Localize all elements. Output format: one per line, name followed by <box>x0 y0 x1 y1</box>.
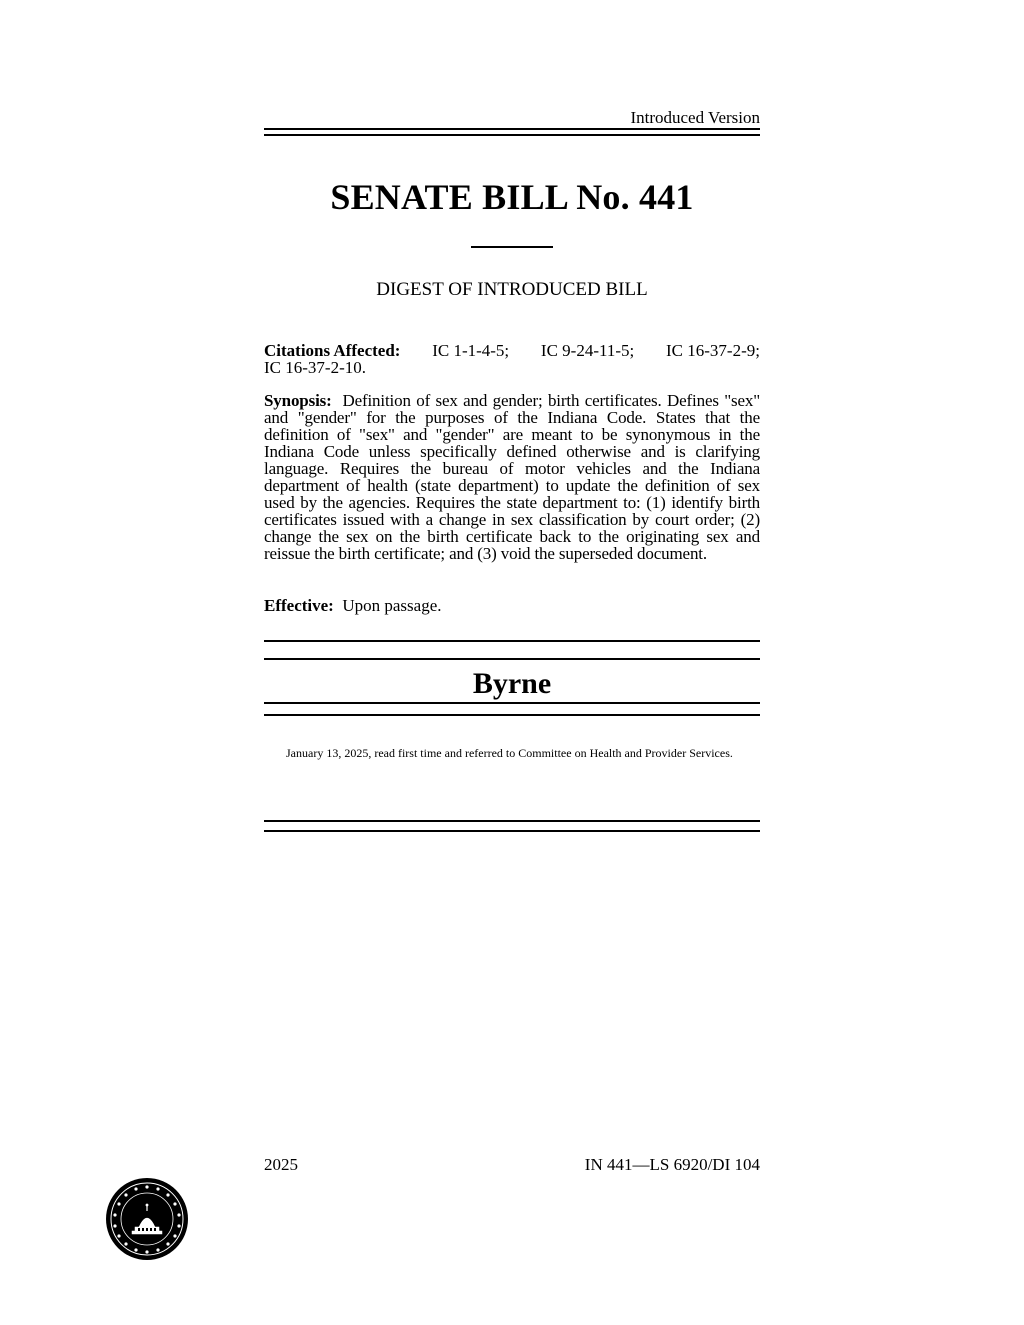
citations-affected <box>264 342 760 376</box>
citation-item: IC 1-1-4-5; <box>432 341 510 360</box>
effective-label: Effective: <box>264 596 334 615</box>
effective-text: Upon passage. <box>342 596 442 615</box>
sponsor-name: Byrne <box>472 667 552 700</box>
version-label: Introduced Version <box>630 108 760 127</box>
page-footer <box>264 1155 760 1175</box>
citations-label: Citations Affected: <box>264 341 401 360</box>
header-rule-top <box>264 128 760 130</box>
indiana-state-seal-icon <box>105 1177 189 1261</box>
effective-date <box>264 597 760 614</box>
sponsor-rule-2 <box>264 658 760 660</box>
sponsor-rule-1 <box>264 640 760 642</box>
citation-item: IC 16-37-2-10. <box>264 358 366 377</box>
synopsis <box>264 392 760 562</box>
sponsor-rule-3 <box>264 702 760 704</box>
sponsor-rule-4 <box>264 714 760 716</box>
citation-item: IC 9-24-11-5; <box>540 341 635 360</box>
footer-year: 2025 <box>264 1155 298 1174</box>
header-rule-bottom <box>264 134 760 136</box>
history-rule-bottom <box>264 830 760 832</box>
synopsis-label: Synopsis: <box>264 391 332 410</box>
bill-title: SENATE BILL No. 441 <box>330 177 694 217</box>
title-divider <box>471 246 553 248</box>
footer-document-id: IN 441—LS 6920/DI 104 <box>584 1155 760 1174</box>
citation-item: IC 16-37-2-9; <box>666 341 760 360</box>
synopsis-text: Definition of sex and gender; birth certificates. Defines "sex" and "gender" for the purposes of the Indiana Code. States that the definition of "sex" and "gender" are meant to be synonymous in the Indiana Code unless specifically defined otherwise and is clarifying language. Requires the bureau of motor vehicles and the Indiana department of health (state department) to update the definition of sex used by the agencies. Requires the state department to: (1) identify birth certificates issued with a change in sex classification by court order; (2) change the sex on the birth certificate back to the originating sex and reissue the birth certificate; and (3) void the superseded document. <box>264 391 760 563</box>
digest-heading: DIGEST OF INTRODUCED BILL <box>376 279 648 300</box>
legislative-history: January 13, 2025, read first time and referred to Committee on Health and Provider Services. <box>286 746 733 760</box>
history-rule-top <box>264 820 760 822</box>
